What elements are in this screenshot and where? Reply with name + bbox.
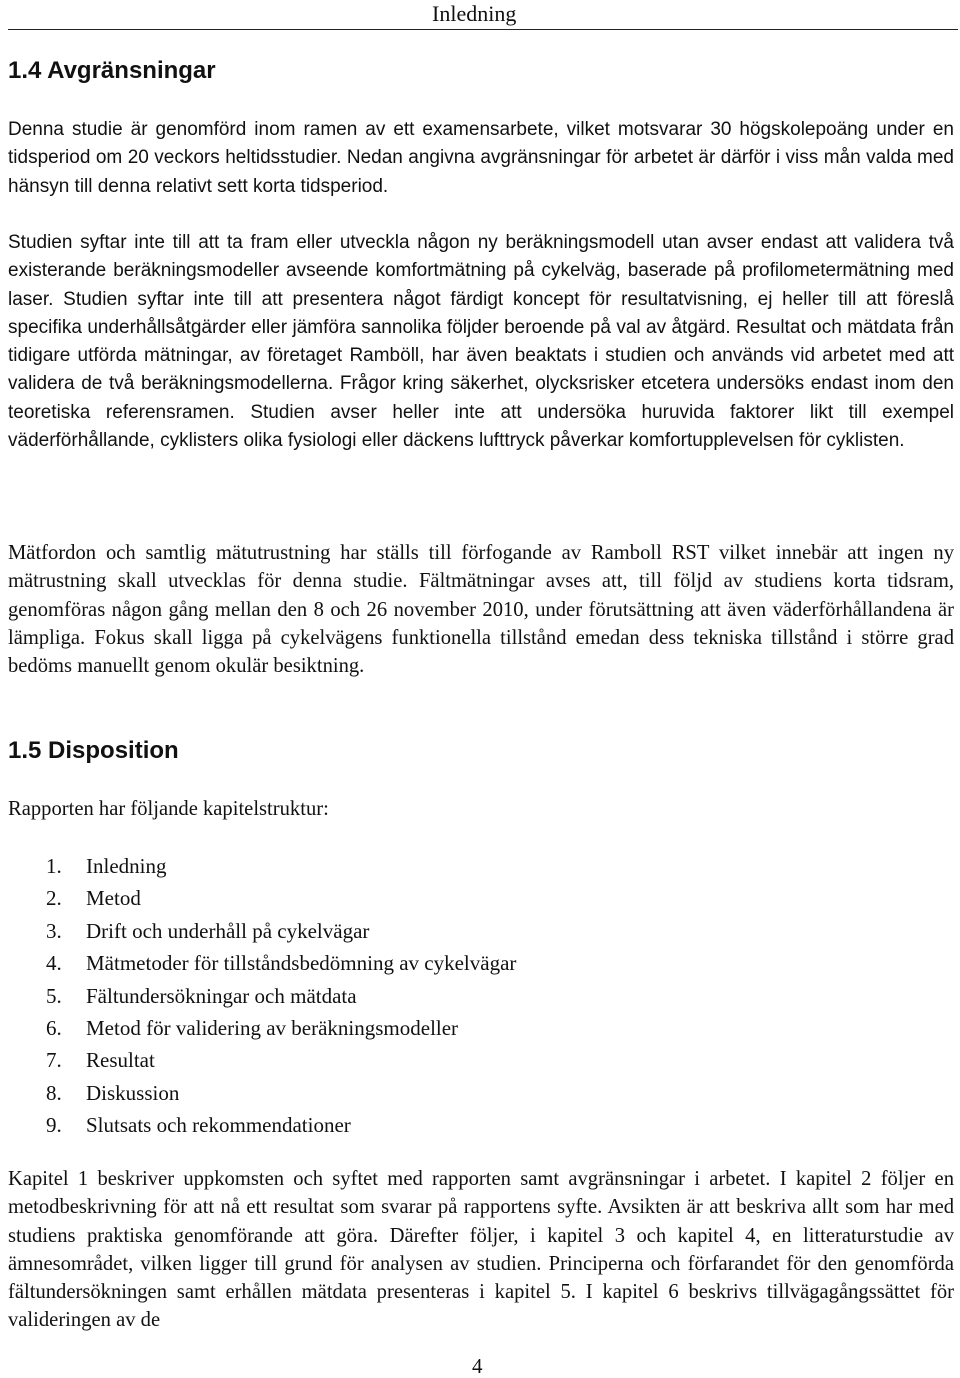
paragraph-scope-intro: Denna studie är genomförd inom ramen av ett examensarbete, vilket motsvarar 30 högskolepoäng under en tidsperiod om 20 veckors heltidsstudier. Nedan angivna avgränsningar för arbetet är därför i viss mån valda med hänsyn till denna relativt sett korta tidsperiod. — [8, 119, 954, 197]
chapter-list-item: 4. Mätmetoder för tillståndsbedömning av cykelvägar — [46, 951, 517, 976]
chapter-list — [8, 850, 516, 1142]
page-number: 4 — [472, 1354, 483, 1378]
section-heading-disposition: 1.5 Disposition — [8, 737, 179, 764]
paragraph-study-limitations: Studien syftar inte till att ta fram eller utveckla någon ny beräkningsmodell utan avser endast att validera två existerande beräkningsmodeller avseende komfortmätning på cykelväg, baserade på profilometermätning med laser. Studien syftar inte till att presentera något färdigt koncept för resultatvisning, ej heller till att föreslå specifika underhållsåtgärder eller jämföra sannolika följder beroende på val av åtgärd. Resultat och mätdata från tidigare utförda mätningar, av företaget Ramböll, har även beaktats i studien och används vid arbetet med att validera de två beräkningsmodellerna. Frågor kring säkerhet, olycksrisker etcetera undersöks endast inom den teoretiska referensramen. Studien avser heller inte att undersöka huruvida faktorer likt till exempel väderförhållande, cyklisters olika fysiologi eller däckens lufttryck påverkar komfortupplevelsen för cyklisten. — [8, 232, 954, 452]
chapter-list-item: 8. Diskussion — [46, 1080, 180, 1105]
chapter-list-item: 1. Inledning — [46, 854, 167, 878]
chapter-list-item: 6. Metod för validering av beräkningsmodeller — [46, 1016, 459, 1041]
chapter-list-item: 3. Drift och underhåll på cykelvägar — [46, 918, 370, 943]
header-rule — [8, 29, 958, 30]
paragraph-chapter-structure-intro: Rapporten har följande kapitelstruktur: — [8, 798, 329, 820]
chapter-list-item: 2. Metod — [46, 886, 141, 911]
running-header: Inledning — [432, 1, 517, 26]
paragraph-measurement-equipment: Mätfordon och samtlig mätutrustning har ställs till förfogande av Ramboll RST vilket innebär att ingen ny mätrustning skall utvecklas för denna studie. Fältmätningar avses att, till följd av studiens korta tidsram, genomföras någon gång mellan den 8 och 26 november 2010, under förutsättning att även väderförhållandena är lämpliga. Fokus skall ligga på cykelvägens funktionella tillstånd emedan dess tekniska tillstånd i större grad bedöms manuellt genom okulär besiktning. — [8, 542, 954, 678]
chapter-list-item: 9. Slutsats och rekommendationer — [46, 1113, 351, 1138]
paragraph-chapter-descriptions: Kapitel 1 beskriver uppkomsten och syftet med rapporten samt avgränsningar i arbetet. I kapitel 2 följer en metodbeskrivning för att nå ett resultat som svarar på rapportens syfte. Avsikten är att beskriva allt som har med studiens praktiska genomförande att göra. Därefter följer, i kapitel 3 och kapitel 4, en litteraturstudie av ämnesområdet, vilken ligger till grund för analysen av studien. Principerna och förfarandet för den genomförda fältundersökningen samt erhållen mätdata presenteras i kapitel 5. I kapitel 6 beskrivs tillvägagångssättet för valideringen av de — [8, 1168, 954, 1332]
section-heading-avgransningar: 1.4 Avgränsningar — [8, 57, 216, 84]
chapter-list-item: 7. Resultat — [46, 1048, 155, 1073]
chapter-list-item: 5. Fältundersökningar och mätdata — [46, 983, 357, 1008]
